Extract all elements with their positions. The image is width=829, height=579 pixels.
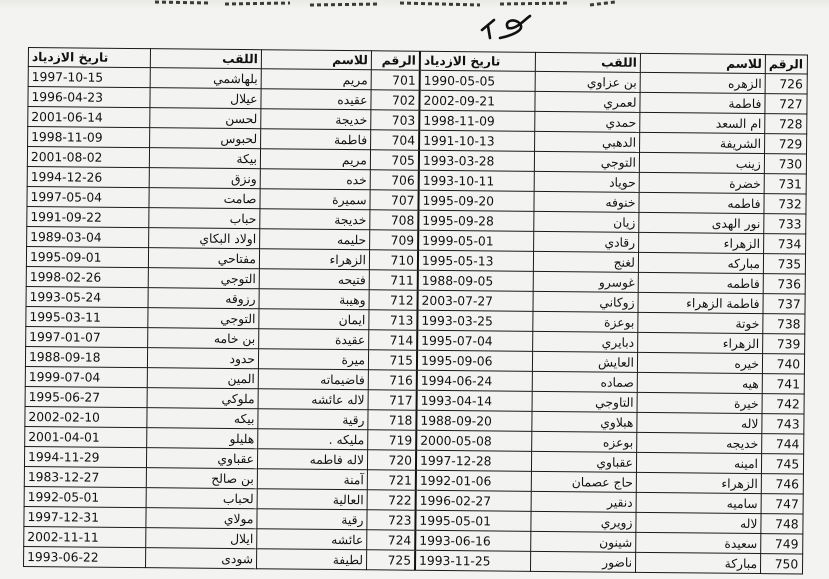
cell-name-left: فاضيماته (258, 369, 368, 390)
cell-surname-left: لحبوس (150, 128, 261, 149)
cell-date-right: 1999-05-01 (418, 230, 534, 251)
cell-name-left: مريم (260, 149, 370, 170)
cell-name-right: امينه (636, 452, 761, 473)
cell-name-left: فاطمة (261, 129, 371, 150)
cell-date-right: 1994-06-24 (417, 370, 533, 391)
cell-date-right: 1995-07-04 (417, 330, 533, 351)
cell-name-left: خديجة (261, 109, 371, 130)
cell-name-right: مباركة (635, 552, 760, 573)
cell-num-right: 741 (762, 374, 804, 394)
cell-surname-right: بوعزه (532, 431, 637, 452)
cell-name-right: فاطمة (640, 92, 765, 113)
cell-surname-right: دنقير (531, 491, 636, 512)
cell-surname-right: صماده (532, 371, 637, 392)
header-num-right: الرقم (765, 55, 807, 74)
cell-surname-right: الدهبي (535, 131, 640, 152)
cell-name-left: لاله عائشه (258, 389, 368, 410)
cell-num-left: 707 (370, 190, 419, 210)
cell-num-right: 734 (764, 234, 806, 254)
cell-date-left: 1996-04-23 (28, 87, 150, 108)
cell-date-right: 2003-07-27 (417, 290, 533, 311)
cell-surname-left: التوجي (148, 308, 259, 329)
cell-surname-right: زوكاني (533, 291, 638, 312)
cell-name-right: الزهره (640, 72, 765, 93)
cell-num-left: 701 (371, 70, 420, 90)
cell-surname-left: عقباوي (146, 448, 257, 469)
cell-date-left: 2001-04-01 (25, 426, 147, 447)
cell-name-left: خده (260, 169, 370, 190)
cell-num-right: 728 (765, 114, 807, 134)
cell-num-right: 739 (763, 334, 805, 354)
header-name-left: للاسم (261, 50, 371, 70)
cell-surname-right: لعمري (535, 91, 640, 112)
cell-num-left: 723 (367, 510, 416, 530)
cell-date-right: 1988-09-05 (418, 270, 534, 291)
header-surname-right: اللقب (535, 52, 640, 72)
cell-name-left: حليمه (260, 229, 370, 250)
header-date-right: تاريخ الازدياد (420, 51, 536, 71)
cell-surname-right: العايش (532, 351, 637, 372)
cell-surname-left: بيكة (149, 148, 260, 169)
cell-surname-left: عيلال (150, 88, 261, 109)
cell-name-left: خديجة (260, 209, 370, 230)
register-sheet (23, 47, 808, 574)
cell-date-right: 1995-05-13 (418, 250, 534, 271)
cell-surname-left: مفتاحي (148, 248, 259, 269)
cell-surname-right: شينون (531, 531, 636, 552)
cell-num-right: 748 (761, 514, 803, 534)
cell-date-right: 1988-09-20 (416, 410, 532, 431)
cell-name-right: زينب (639, 152, 764, 173)
cell-num-right: 750 (760, 554, 802, 574)
cell-name-right: هيه (637, 372, 762, 393)
cell-surname-left: ايلال (146, 528, 257, 549)
cell-name-left: ميرة (258, 349, 368, 370)
cell-date-right: 1993-03-25 (417, 310, 533, 331)
cell-name-left: سميرة (260, 189, 370, 210)
cell-surname-left: لحباب (146, 488, 257, 509)
cell-name-right: مباركه (638, 252, 763, 273)
cell-num-right: 731 (764, 174, 806, 194)
cell-date-right: 1992-01-06 (416, 470, 532, 491)
cell-num-right: 727 (765, 94, 807, 114)
cell-date-right: 1993-10-11 (419, 170, 535, 191)
register-table (23, 47, 808, 574)
cell-surname-left: لحسن (150, 108, 261, 129)
cell-num-right: 742 (762, 394, 804, 414)
cell-date-left: 1997-01-07 (26, 326, 148, 347)
cell-name-left: عقيده (261, 89, 371, 110)
header-surname-left: اللقب (150, 49, 261, 69)
cell-name-left: . مليكه (258, 429, 368, 450)
cell-name-left: لاله فاطمه (257, 449, 367, 470)
cell-surname-left: ونزق (149, 168, 260, 189)
cell-name-right: خيرة (637, 392, 762, 413)
cell-surname-left: بلهاشمي (150, 68, 261, 89)
cell-name-left: عائشه (257, 529, 367, 550)
cell-date-left: 1994-11-29 (24, 446, 146, 467)
cell-num-right: 732 (764, 194, 806, 214)
cell-num-left: 709 (370, 230, 419, 250)
cell-surname-left: رزوقه (148, 288, 259, 309)
cell-surname-right: حوياد (534, 171, 639, 192)
cell-name-left: آمنة (257, 469, 367, 490)
cell-surname-left: بيكه (147, 408, 258, 429)
cell-name-right: سعيدة (636, 532, 761, 553)
cell-date-left: 1995-06-27 (25, 386, 147, 407)
cell-num-right: 744 (762, 434, 804, 454)
cell-surname-right: دبايري (533, 331, 638, 352)
cell-date-left: 1998-02-26 (26, 266, 148, 287)
cell-surname-left: حدود (147, 348, 258, 369)
cell-surname-left: مولاي (146, 508, 257, 529)
cell-surname-left: اولاد البكاي (149, 228, 260, 249)
cell-num-right: 745 (761, 454, 803, 474)
cell-num-right: 736 (763, 274, 805, 294)
cell-surname-right: خنوفه (534, 191, 639, 212)
cell-name-right: خيره (637, 352, 762, 373)
cell-surname-right: زويري (531, 511, 636, 532)
cell-date-left: 1983-12-27 (24, 466, 146, 487)
header-date-left: تاريخ الازدياد (28, 48, 150, 68)
cell-num-right: 726 (765, 74, 807, 94)
cell-date-right: 2002-09-21 (419, 90, 535, 111)
cell-date-left: 2002-11-11 (24, 526, 146, 547)
cell-surname-right: ناضور (530, 551, 635, 572)
cell-name-left: لطيفة (257, 549, 367, 570)
cell-num-left: 712 (369, 290, 418, 310)
cell-date-right: 1995-09-20 (418, 190, 534, 211)
cell-surname-right: رقادي (534, 231, 639, 252)
cell-surname-right: التوجي (534, 151, 639, 172)
cell-num-left: 713 (369, 310, 418, 330)
cell-surname-left: المين (147, 368, 258, 389)
cell-name-right: الزهراء (639, 232, 764, 253)
cell-date-right: 2000-05-08 (416, 430, 532, 451)
cell-surname-right: هبلاوي (532, 411, 637, 432)
cell-name-left: رقية (258, 409, 368, 430)
cell-num-left: 718 (368, 410, 417, 430)
cell-name-right: لاله (637, 412, 762, 433)
cell-date-left: 1993-05-24 (26, 286, 148, 307)
cell-num-right: 735 (763, 254, 805, 274)
cell-date-right: 1993-11-25 (415, 550, 531, 571)
cell-num-left: 725 (366, 550, 415, 570)
cut-off-handwriting-marks (150, 0, 620, 10)
cell-surname-right: زيان (534, 211, 639, 232)
cell-name-left: الزهراء (259, 249, 369, 270)
cell-date-right: 1991-10-13 (419, 130, 535, 151)
cell-surname-right: غوسرو (533, 271, 638, 292)
cell-surname-right: بوعزة (533, 311, 638, 332)
cell-num-right: 730 (764, 154, 806, 174)
cell-date-right: 1993-03-28 (419, 150, 535, 171)
cell-date-left: 1997-10-15 (28, 67, 150, 88)
cell-name-right: الزهراء (636, 472, 761, 493)
cell-surname-right: بن عزاوي (535, 71, 640, 92)
cell-num-left: 721 (367, 470, 416, 490)
cell-num-left: 704 (371, 130, 420, 150)
cell-name-left: ايمان (259, 309, 369, 330)
cell-surname-right: لغنج (533, 251, 638, 272)
cell-date-right: 1993-06-16 (415, 530, 531, 551)
cell-date-right: 1997-12-28 (416, 450, 532, 471)
cell-name-left: مريم (261, 69, 371, 90)
cell-surname-right: عقباوي (531, 451, 636, 472)
cell-date-left: 1988-09-18 (25, 346, 147, 367)
cell-name-right: فاطمه (638, 272, 763, 293)
cell-num-right: 738 (763, 314, 805, 334)
cell-num-right: 746 (761, 474, 803, 494)
cell-num-left: 715 (368, 350, 417, 370)
cell-num-left: 703 (371, 110, 420, 130)
cell-date-right: 1990-05-05 (420, 70, 536, 91)
cell-name-right: خوتة (638, 312, 763, 333)
cell-surname-left: بن خامه (148, 328, 259, 349)
cell-surname-right: حمدي (535, 111, 640, 132)
cell-name-left: فتيحه (259, 269, 369, 290)
header-name-right: للاسم (640, 53, 765, 73)
cell-num-left: 724 (367, 530, 416, 550)
cell-name-left: عقيدة (259, 329, 369, 350)
cell-date-right: 1995-09-06 (417, 350, 533, 371)
cell-date-left: 1994-12-26 (27, 166, 149, 187)
cell-name-left: العالية (257, 489, 367, 510)
cell-num-left: 702 (371, 90, 420, 110)
cell-surname-left: حباب (149, 208, 260, 229)
cell-num-left: 705 (370, 150, 419, 170)
cell-num-right: 747 (761, 494, 803, 514)
cell-date-right: 1995-09-28 (418, 210, 534, 231)
cell-surname-right: التاوجي (532, 391, 637, 412)
cell-name-right: فاطمة الزهراء (638, 292, 763, 313)
cell-num-left: 716 (368, 370, 417, 390)
cell-num-right: 733 (764, 214, 806, 234)
cell-date-left: 1997-12-31 (24, 506, 146, 527)
cell-name-right: الزهراء (638, 332, 763, 353)
cell-date-left: 1993-06-22 (24, 546, 146, 567)
handwritten-page-number (478, 8, 538, 42)
cell-surname-left: شودى (146, 548, 257, 569)
cell-num-left: 711 (369, 270, 418, 290)
cell-date-left: 2002-02-10 (25, 406, 147, 427)
cell-name-right: الشريفة (640, 132, 765, 153)
cell-date-left: 1992-05-01 (24, 486, 146, 507)
cell-name-right: فاطمه (639, 192, 764, 213)
cell-num-right: 729 (765, 134, 807, 154)
cell-num-right: 737 (763, 294, 805, 314)
cell-date-left: 1999-07-04 (25, 366, 147, 387)
cell-surname-left: صامت (149, 188, 260, 209)
cell-date-left: 1991-09-22 (27, 206, 149, 227)
cell-num-left: 717 (368, 390, 417, 410)
cell-name-left: رقية (257, 509, 367, 530)
cell-surname-left: هليلو (147, 428, 258, 449)
register-body (24, 67, 808, 574)
cell-name-right: ام السعد (640, 112, 765, 133)
cell-date-left: 1998-11-09 (28, 127, 150, 148)
cell-surname-left: بن صالح (146, 468, 257, 489)
cell-surname-left: ملوكي (147, 388, 258, 409)
cell-name-left: وهيبة (259, 289, 369, 310)
cell-surname-right: حاج عصمان (531, 471, 636, 492)
cell-name-right: خضرة (639, 172, 764, 193)
cell-date-left: 1989-03-04 (27, 226, 149, 247)
cell-date-left: 2001-08-02 (27, 147, 149, 168)
cell-surname-left: التوجي (148, 268, 259, 289)
cell-num-right: 749 (761, 534, 803, 554)
cell-num-left: 708 (370, 210, 419, 230)
cell-num-left: 714 (369, 330, 418, 350)
cell-date-right: 1998-11-09 (419, 110, 535, 131)
cell-num-right: 743 (762, 414, 804, 434)
cell-num-left: 720 (367, 450, 416, 470)
cell-name-right: نور الهدى (639, 212, 764, 233)
cell-date-right: 1995-05-01 (415, 510, 531, 531)
cell-name-right: خديجه (637, 432, 762, 453)
cell-date-left: 1995-09-01 (26, 246, 148, 267)
cell-num-left: 710 (369, 250, 418, 270)
header-num-left: الرقم (371, 51, 420, 70)
cell-date-left: 2001-06-14 (28, 107, 150, 128)
cell-name-right: لاله (636, 512, 761, 533)
cell-date-left: 1997-05-04 (27, 186, 149, 207)
cell-num-right: 740 (762, 354, 804, 374)
cell-num-left: 706 (370, 170, 419, 190)
cell-date-right: 1993-04-14 (417, 390, 533, 411)
cell-date-left: 1995-03-11 (26, 306, 148, 327)
cell-num-left: 722 (367, 490, 416, 510)
cell-date-right: 1996-02-27 (416, 490, 532, 511)
cell-name-right: ساميه (636, 492, 761, 513)
cell-num-left: 719 (368, 430, 417, 450)
